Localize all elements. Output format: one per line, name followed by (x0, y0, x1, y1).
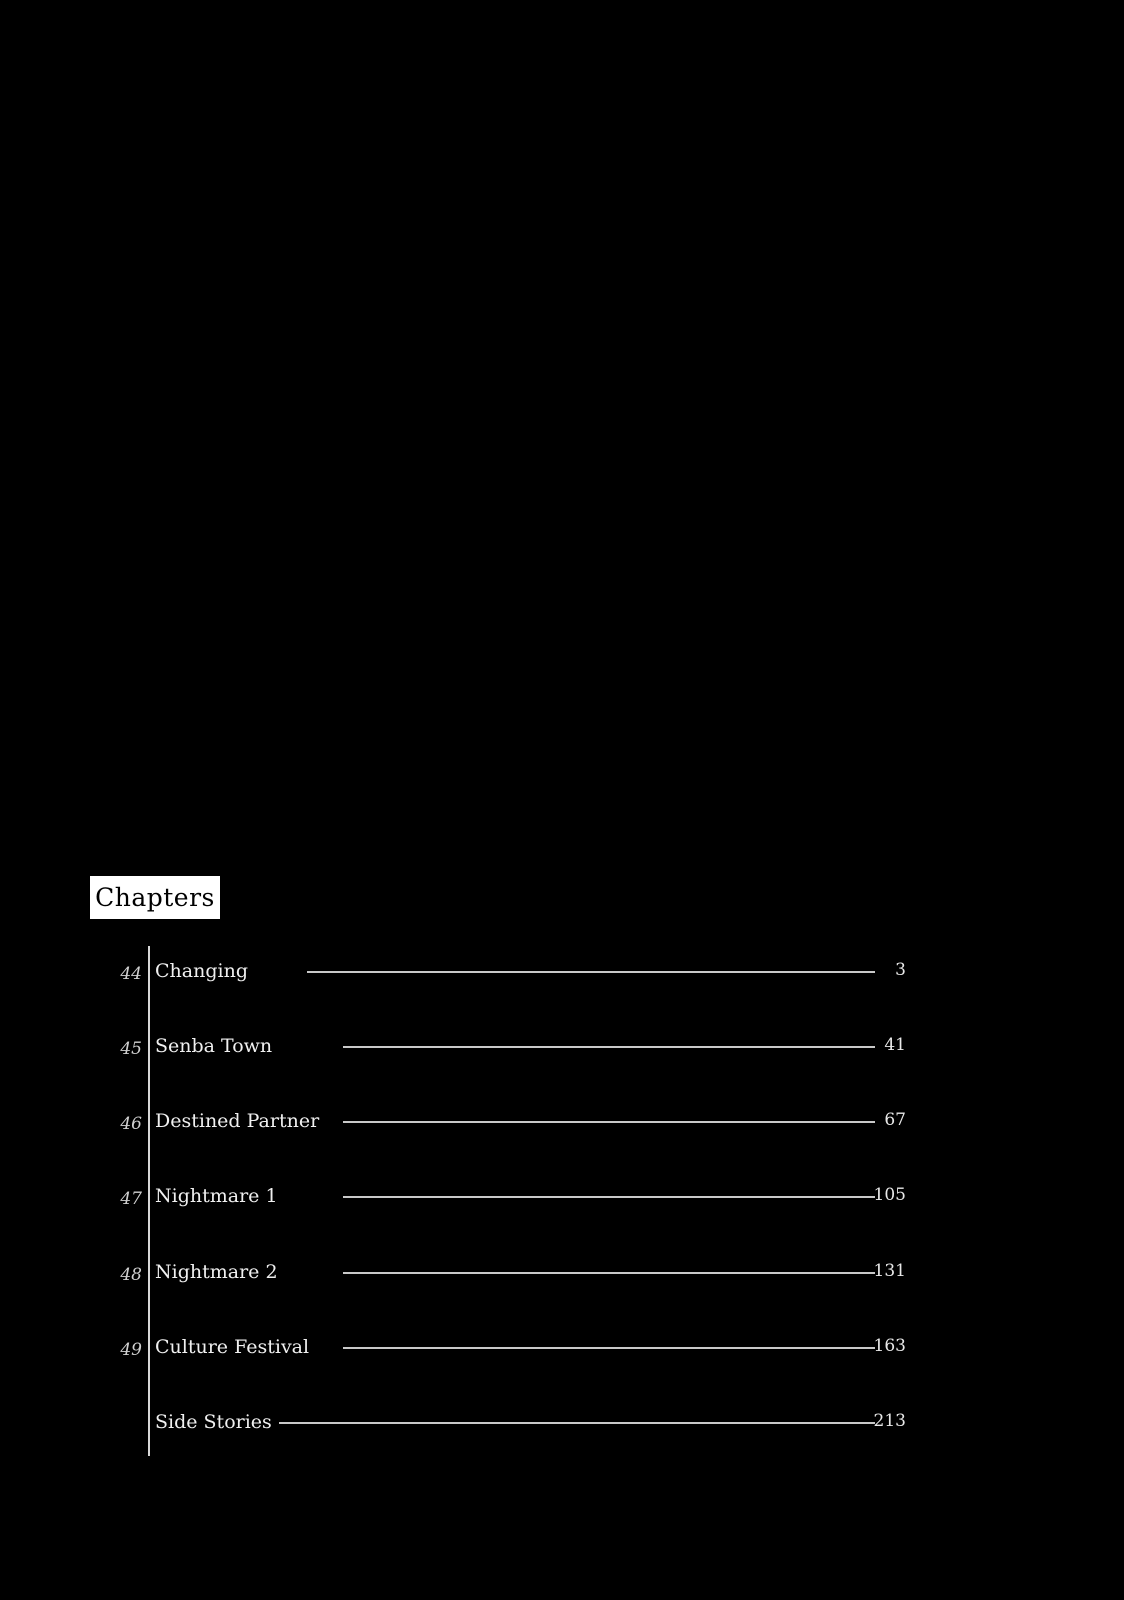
chapter-title: Nightmare 2 (155, 1261, 278, 1283)
leader-line (343, 1121, 875, 1123)
chapter-number: 45 (120, 1039, 142, 1059)
toc-heading: Chapters (95, 883, 215, 912)
leader-line (343, 1347, 875, 1349)
chapter-page-number: 105 (873, 1185, 906, 1205)
chapter-page-number: 131 (873, 1261, 906, 1281)
toc-row-45[interactable] (0, 1035, 1124, 1065)
chapter-number: 44 (120, 964, 142, 984)
toc-row-side-stories[interactable] (0, 1411, 1124, 1441)
chapter-page-number: 163 (873, 1336, 906, 1356)
chapter-number: 46 (120, 1114, 142, 1134)
leader-line (307, 971, 875, 973)
toc-row-46[interactable] (0, 1110, 1124, 1140)
toc-row-47[interactable] (0, 1185, 1124, 1215)
chapter-page-number: 67 (884, 1110, 906, 1130)
chapter-page-number: 3 (895, 960, 906, 980)
leader-line (279, 1422, 875, 1424)
leader-line (343, 1046, 875, 1048)
chapter-page-number: 41 (884, 1035, 906, 1055)
chapter-title: Nightmare 1 (155, 1185, 278, 1207)
toc-row-48[interactable] (0, 1261, 1124, 1291)
toc-row-44[interactable] (0, 960, 1124, 990)
chapter-title: Changing (155, 960, 248, 982)
chapter-title: Side Stories (155, 1411, 272, 1433)
chapter-page-number: 213 (873, 1411, 906, 1431)
chapter-title: Culture Festival (155, 1336, 310, 1358)
chapter-title: Senba Town (155, 1035, 273, 1057)
leader-line (343, 1196, 875, 1198)
chapter-number: 49 (120, 1340, 142, 1360)
chapter-title: Destined Partner (155, 1110, 320, 1132)
leader-line (343, 1272, 875, 1274)
chapter-number: 47 (120, 1189, 142, 1209)
chapter-number: 48 (120, 1265, 142, 1285)
toc-row-49[interactable] (0, 1336, 1124, 1366)
